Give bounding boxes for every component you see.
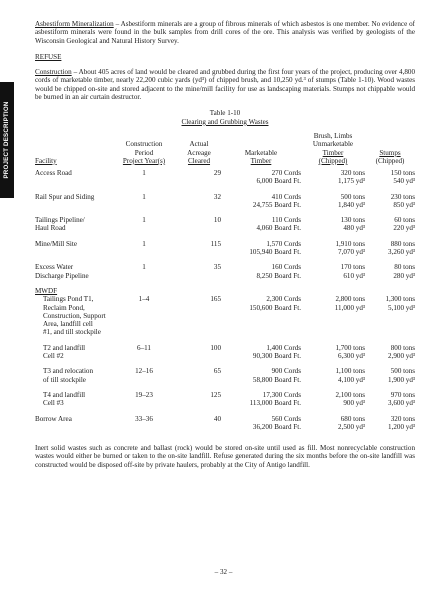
table-row bbox=[35, 344, 415, 368]
cell-stumps-line: 540 yd³ bbox=[393, 177, 415, 186]
cell-acreage-line: 65 bbox=[213, 367, 221, 376]
cell-acreage bbox=[177, 169, 221, 193]
clearing-grubbing-table bbox=[35, 132, 415, 438]
cell-timber-line: 17,300 Cords bbox=[262, 390, 301, 399]
inert-waste-paragraph: Inert solid wastes such as concrete and ballast (rock) would be stored on-site until used as fill. Most nonrecyclable construction wastes would either be burned or taken to the on-site landfill. Refuse generated during the six months before the on-site landfill was constructed would be disposed off-site by private haulers, probably at the City of Antigo landfill. bbox=[35, 444, 415, 469]
cell-brush bbox=[301, 344, 365, 368]
cell-period-line: 19–23 bbox=[135, 390, 153, 399]
cell-period-line: 1 bbox=[142, 216, 146, 225]
cell-acreage-line: 125 bbox=[210, 390, 221, 399]
cell-facility bbox=[35, 391, 111, 415]
cell-brush-line: 320 tons bbox=[340, 169, 365, 177]
cell-acreage bbox=[177, 344, 221, 368]
cell-stumps-line: 60 tons bbox=[394, 216, 415, 225]
table-caption bbox=[35, 109, 415, 126]
cell-brush-line: 130 tons bbox=[340, 216, 365, 225]
cell-stumps-line: 880 tons bbox=[390, 239, 415, 248]
cell-facility bbox=[35, 240, 111, 264]
header-facility bbox=[35, 132, 111, 169]
cell-brush bbox=[301, 391, 365, 415]
asbestiform-body: – Asbestiform minerals are a group of fibrous minerals of which asbestos is one member. No evidence of asbestiform minerals were found in the bulk samples from drill cores of the ore. This analysis was verified by geologists of the Wisconsin Geological and Natural History Survey. bbox=[35, 20, 415, 45]
cell-facility bbox=[35, 415, 111, 439]
cell-period-line: 1 bbox=[142, 169, 146, 177]
cell-timber-line: 1,570 Cords bbox=[266, 239, 301, 248]
cell-facility-line: Excess Water bbox=[35, 263, 74, 272]
cell-acreage-line: 115 bbox=[210, 239, 221, 248]
construction-paragraph bbox=[35, 68, 415, 101]
cell-brush-line: 2,100 tons bbox=[335, 390, 365, 399]
cell-timber-line: 24,755 Board Ft. bbox=[252, 200, 301, 209]
cell-facility-line: of till stockpile bbox=[43, 375, 86, 384]
header-brush-line: (Chipped) bbox=[318, 156, 348, 165]
cell-timber bbox=[221, 169, 301, 193]
cell-period bbox=[111, 193, 177, 217]
cell-period-line: 33–36 bbox=[135, 414, 153, 423]
section-side-tab-label: PROJECT DESCRIPTION bbox=[2, 101, 10, 179]
cell-acreage bbox=[177, 193, 221, 217]
cell-period bbox=[111, 295, 177, 343]
cell-period-line: 1 bbox=[142, 239, 146, 248]
cell-brush bbox=[301, 193, 365, 217]
cell-stumps bbox=[365, 295, 415, 343]
table-row bbox=[35, 391, 415, 415]
cell-facility bbox=[35, 193, 111, 217]
cell-facility-line: #1, and till stockpile bbox=[43, 328, 101, 337]
cell-brush bbox=[301, 263, 365, 287]
header-brush-line: Timber bbox=[322, 148, 344, 157]
construction-body: – About 405 acres of land would be cleared and grubbed during the first four years of the project, producing over 4,800 cords of marketable timber, nearly 22,200 cubic yards (yd³) of chipped brush, and 10,250 yd.³ of stumps (Table 1-10). Wood wastes would be chipped on-site and stored adjacent to the mine/mill facility for use as landscaping materials. Stumps not chippable would be burned in an air curtain destructor. bbox=[35, 68, 415, 102]
cell-stumps-line: 1,900 yd³ bbox=[388, 375, 415, 384]
cell-brush-line: 500 tons bbox=[340, 192, 365, 201]
cell-stumps-line: 220 yd³ bbox=[393, 224, 415, 233]
header-timber-line: Timber bbox=[250, 156, 272, 165]
header-facility-label: Facility bbox=[35, 156, 57, 165]
cell-acreage-line: 100 bbox=[210, 343, 221, 352]
cell-brush bbox=[301, 169, 365, 193]
cell-brush-line: 1,840 yd³ bbox=[338, 200, 365, 209]
cell-period-line: 1 bbox=[142, 192, 146, 201]
header-timber-line: Marketable bbox=[244, 148, 278, 157]
header-acreage-line: Actual bbox=[189, 140, 209, 149]
table-title: Clearing and Grubbing Wastes bbox=[181, 117, 269, 126]
cell-timber bbox=[221, 391, 301, 415]
cell-stumps-line: 1,300 tons bbox=[385, 295, 415, 304]
table-number: Table 1-10 bbox=[209, 109, 241, 118]
cell-brush-line: 7,070 yd³ bbox=[338, 248, 365, 257]
cell-acreage-line: 165 bbox=[210, 295, 221, 304]
cell-acreage-line: 29 bbox=[213, 169, 221, 177]
cell-stumps-line: 5,100 yd³ bbox=[388, 303, 415, 312]
cell-timber-line: 110 Cords bbox=[271, 216, 301, 225]
cell-acreage bbox=[177, 263, 221, 287]
header-acreage-line: Acreage bbox=[187, 148, 211, 157]
cell-facility-line: T2 and landfill bbox=[43, 343, 86, 352]
cell-timber bbox=[221, 193, 301, 217]
cell-stumps bbox=[365, 344, 415, 368]
cell-period-line: 6–11 bbox=[137, 343, 151, 352]
cell-timber bbox=[221, 263, 301, 287]
cell-timber bbox=[221, 415, 301, 439]
cell-timber-line: 58,800 Board Ft. bbox=[252, 375, 301, 384]
table-row bbox=[35, 263, 415, 287]
header-period-line: Construction bbox=[125, 140, 163, 149]
cell-brush-line: 1,100 tons bbox=[335, 367, 365, 376]
cell-period bbox=[111, 391, 177, 415]
cell-stumps-line: 970 tons bbox=[390, 390, 415, 399]
cell-facility-line: Rail Spur and Siding bbox=[35, 192, 95, 201]
cell-stumps-line: 500 tons bbox=[390, 367, 415, 376]
cell-facility-line: Tailings Pipeline/ bbox=[35, 216, 85, 225]
cell-stumps-line: 80 tons bbox=[394, 263, 415, 272]
cell-brush bbox=[301, 240, 365, 264]
cell-acreage bbox=[177, 415, 221, 439]
page-content bbox=[35, 20, 415, 469]
cell-brush-line: 2,800 tons bbox=[335, 295, 365, 304]
cell-facility bbox=[35, 263, 111, 287]
cell-timber-line: 900 Cords bbox=[271, 367, 301, 376]
cell-period bbox=[111, 263, 177, 287]
cell-brush-line: 2,500 yd³ bbox=[338, 422, 365, 431]
cell-stumps-line: 850 yd³ bbox=[393, 200, 415, 209]
cell-stumps bbox=[365, 216, 415, 240]
cell-stumps-line: 280 yd³ bbox=[393, 271, 415, 280]
cell-period-line: 1–4 bbox=[138, 295, 150, 304]
cell-facility-line: Mine/Mill Site bbox=[35, 239, 77, 248]
cell-timber-line: 150,600 Board Ft. bbox=[249, 303, 301, 312]
cell-brush-line: 680 tons bbox=[340, 414, 365, 423]
table-row bbox=[35, 169, 415, 193]
cell-timber-line: 1,400 Cords bbox=[266, 343, 301, 352]
header-brush-line: Brush, Limbs bbox=[313, 132, 353, 141]
cell-facility-line: T3 and relocation bbox=[43, 367, 94, 376]
cell-stumps bbox=[365, 263, 415, 287]
cell-brush bbox=[301, 216, 365, 240]
cell-brush-line: 900 yd³ bbox=[343, 399, 365, 408]
header-period bbox=[111, 132, 177, 169]
cell-stumps-line: 150 tons bbox=[390, 169, 415, 177]
cell-stumps bbox=[365, 240, 415, 264]
cell-facility-line: Area, landfill cell bbox=[43, 320, 93, 329]
header-stumps bbox=[365, 132, 415, 169]
header-acreage-line: Cleared bbox=[187, 156, 211, 165]
cell-stumps bbox=[365, 415, 415, 439]
cell-brush-line: 1,175 yd³ bbox=[338, 177, 365, 186]
cell-timber-line: 2,300 Cords bbox=[266, 295, 301, 304]
table-row bbox=[35, 216, 415, 240]
cell-facility bbox=[35, 344, 111, 368]
cell-timber-line: 270 Cords bbox=[271, 169, 301, 177]
cell-stumps bbox=[365, 193, 415, 217]
cell-facility-line: Tailings Pond T1, bbox=[43, 295, 94, 304]
cell-facility-line: Reclaim Pond, bbox=[43, 303, 85, 312]
cell-timber bbox=[221, 344, 301, 368]
cell-facility-line: Discharge Pipeline bbox=[35, 271, 89, 280]
cell-period bbox=[111, 344, 177, 368]
table-row bbox=[35, 367, 415, 391]
cell-facility bbox=[35, 216, 111, 240]
cell-acreage-line: 32 bbox=[213, 192, 221, 201]
cell-facility-line: Haul Road bbox=[35, 224, 66, 233]
header-timber bbox=[221, 132, 301, 169]
cell-timber-line: 105,940 Board Ft. bbox=[249, 248, 301, 257]
cell-acreage bbox=[177, 240, 221, 264]
cell-timber-line: 90,300 Board Ft. bbox=[252, 352, 301, 361]
asbestiform-heading: Asbestiform Mineralization bbox=[35, 20, 114, 28]
table-header-row bbox=[35, 132, 415, 169]
header-stumps-line: (Chipped) bbox=[375, 156, 405, 165]
cell-brush-line: 610 yd³ bbox=[343, 271, 365, 280]
cell-stumps-line: 1,200 yd³ bbox=[388, 422, 415, 431]
cell-timber-line: 113,000 Board Ft. bbox=[249, 399, 301, 408]
header-stumps-line: Stumps bbox=[379, 148, 401, 157]
cell-stumps bbox=[365, 367, 415, 391]
cell-period-line: 1 bbox=[142, 263, 146, 272]
cell-facility-line: Cell #2 bbox=[43, 352, 64, 361]
page-number: – 32 – bbox=[214, 568, 233, 576]
cell-period bbox=[111, 169, 177, 193]
cell-brush-line: 11,000 yd³ bbox=[334, 303, 365, 312]
cell-facility-line: Borrow Area bbox=[35, 414, 72, 423]
cell-facility-line: Access Road bbox=[35, 169, 72, 177]
cell-period bbox=[111, 367, 177, 391]
cell-facility-line: Cell #3 bbox=[43, 399, 64, 408]
cell-facility bbox=[35, 169, 111, 193]
cell-stumps-line: 800 tons bbox=[390, 343, 415, 352]
header-acreage bbox=[177, 132, 221, 169]
cell-brush-line: 1,910 tons bbox=[335, 239, 365, 248]
cell-acreage bbox=[177, 216, 221, 240]
cell-timber-line: 36,200 Board Ft. bbox=[252, 422, 301, 431]
table-row bbox=[35, 295, 415, 343]
refuse-heading: REFUSE bbox=[35, 52, 62, 61]
cell-brush-line: 4,100 yd³ bbox=[338, 375, 365, 384]
cell-timber bbox=[221, 216, 301, 240]
cell-period bbox=[111, 240, 177, 264]
cell-facility-line: T4 and landfill bbox=[43, 390, 86, 399]
cell-timber bbox=[221, 295, 301, 343]
cell-acreage bbox=[177, 295, 221, 343]
section-side-tab bbox=[0, 82, 14, 198]
mwdf-group-row bbox=[35, 287, 415, 295]
cell-timber-line: 410 Cords bbox=[271, 192, 301, 201]
cell-brush-line: 1,700 tons bbox=[335, 343, 365, 352]
cell-acreage-line: 10 bbox=[213, 216, 221, 225]
cell-stumps-line: 3,260 yd³ bbox=[388, 248, 415, 257]
cell-brush bbox=[301, 367, 365, 391]
table-body bbox=[35, 169, 415, 438]
cell-brush bbox=[301, 415, 365, 439]
cell-stumps bbox=[365, 391, 415, 415]
header-period-line: Period bbox=[134, 148, 154, 157]
cell-acreage bbox=[177, 367, 221, 391]
header-brush-line: Unmarketable bbox=[312, 140, 354, 149]
cell-acreage-line: 35 bbox=[213, 263, 221, 272]
table-row bbox=[35, 240, 415, 264]
cell-timber-line: 160 Cords bbox=[271, 263, 301, 272]
cell-timber-line: 8,250 Board Ft. bbox=[256, 271, 301, 280]
cell-period bbox=[111, 415, 177, 439]
cell-stumps-line: 320 tons bbox=[390, 414, 415, 423]
cell-facility bbox=[35, 367, 111, 391]
cell-timber-line: 4,060 Board Ft. bbox=[256, 224, 301, 233]
cell-brush bbox=[301, 295, 365, 343]
cell-timber-line: 6,000 Board Ft. bbox=[256, 177, 301, 186]
cell-acreage-line: 40 bbox=[213, 414, 221, 423]
cell-period bbox=[111, 216, 177, 240]
cell-brush-line: 480 yd³ bbox=[343, 224, 365, 233]
cell-stumps-line: 3,600 yd³ bbox=[388, 399, 415, 408]
mwdf-label: MWDF bbox=[35, 286, 58, 295]
cell-period-line: 12–16 bbox=[135, 367, 153, 376]
cell-stumps bbox=[365, 169, 415, 193]
cell-acreage bbox=[177, 391, 221, 415]
cell-stumps-line: 230 tons bbox=[390, 192, 415, 201]
cell-brush-line: 6,300 yd³ bbox=[338, 352, 365, 361]
header-period-line: Project Year(s) bbox=[122, 156, 166, 165]
cell-facility bbox=[35, 295, 111, 343]
table-row bbox=[35, 193, 415, 217]
asbestiform-paragraph bbox=[35, 20, 415, 45]
cell-timber bbox=[221, 240, 301, 264]
table-row bbox=[35, 415, 415, 439]
cell-timber-line: 560 Cords bbox=[271, 414, 301, 423]
construction-heading: Construction bbox=[35, 68, 72, 77]
cell-stumps-line: 2,900 yd³ bbox=[388, 352, 415, 361]
cell-brush-line: 170 tons bbox=[340, 263, 365, 272]
cell-facility-line: Construction, Support bbox=[43, 311, 106, 320]
header-brush bbox=[301, 132, 365, 169]
cell-timber bbox=[221, 367, 301, 391]
